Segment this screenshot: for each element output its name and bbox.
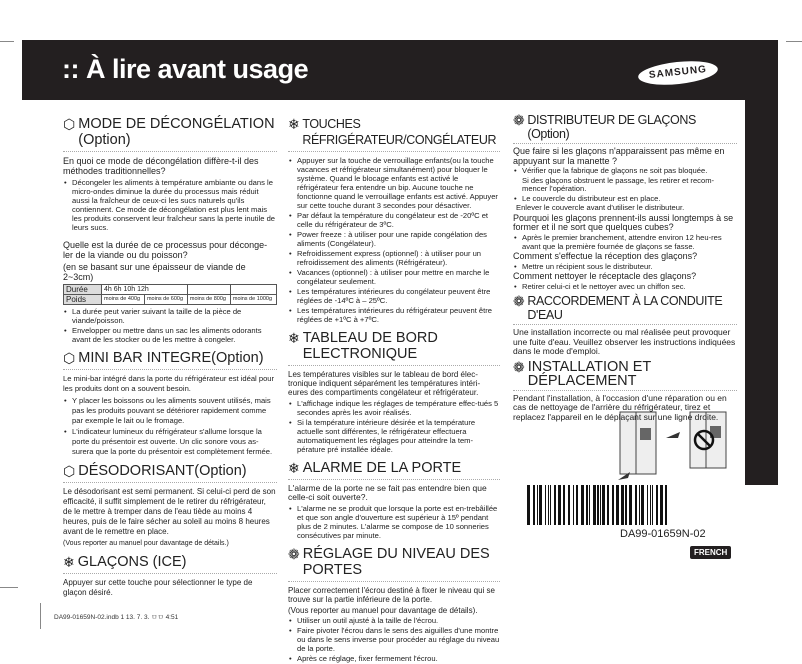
- bullet: • Après ce réglage, fixer fermement l'écrou.: [288, 654, 500, 663]
- cube-icon: ⬡: [63, 350, 76, 366]
- bullet: • Utiliser un outil ajusté à la taille de l'écrou.: [288, 616, 500, 625]
- arrow-icon: [666, 432, 680, 438]
- bullet: • L'alarme ne se produit que lorsque la porte est en-trebâillée et que son angle d'ouverture est supérieur à 15º pendant plus de 2 minutes. L'alarme se compose de 10 sonneries consécutives par minute.: [288, 504, 500, 540]
- note: (Vous reporter au manuel pour davantage de détails.): [63, 540, 229, 547]
- paragraph: Pendant l'installation, à l'occasion d'une réparation ou en cas de nettoyage de l'arrière du réfrigérateur, tirez et replacez l'appareil en le déplaçant sur une ligne droite.: [513, 392, 727, 422]
- paragraph: Les températures visibles sur le tableau de bord élec-tronique indiquent séparément les températures intéri-eures des compartiments congélateur et réfrigérateur.: [288, 370, 481, 397]
- page-header: [22, 40, 778, 100]
- column-2: [288, 110, 500, 664]
- section-title-alarm: ❄ ALARME DE LA PORTE: [288, 460, 500, 480]
- paragraph: Une installation incorrecte ou mal réalisée peut provoquer une fuite d'eau. Veuillez observer les instructions indiquées dans le mode d'emploi.: [513, 327, 736, 357]
- paragraph: Le mini-bar intégré dans la porte du réfrigérateur est idéal pour les produits dont on a souvent besoin.: [63, 374, 275, 393]
- section-title-water: ❁ RACCORDEMENT À LA CONDUITE D'EAU: [513, 294, 737, 325]
- crop-mark: [40, 603, 41, 629]
- question: Que faire si les glaçons n'apparaissent pas même en appuyant sur la manette ?: [513, 146, 725, 166]
- barcode-number: DA99-01659N-02: [620, 528, 706, 540]
- snowflake-icon: ❄: [63, 554, 75, 570]
- column-3: [513, 110, 737, 423]
- question: Comment s'effectue la réception des glaçons?: [513, 251, 698, 262]
- bullet: • L'indicateur lumineux du réfrigérateur s'allume lorsque la porte du présentoir est ouverte. Un clic sonore vous as-surera que la porte du présentoir est complètement fermée.: [63, 427, 277, 457]
- bullet: • Vérifier que la fabrique de glaçons ne soit pas bloquée.: [513, 167, 737, 176]
- section-title-minibar: ⬡ MINI BAR INTEGRE(Option): [63, 350, 277, 370]
- leaf-icon: ❁: [513, 293, 525, 310]
- paragraph: Le désodorisant est semi permanent. Si celui-ci perd de son efficacité, il suffit simplement de le retirer du réfrigérateur, de le mettre à tremper dans de l'eau tiède au moins 4 heures, puis de le faire sécher au soleil au moins 8 heures avant de le remettre en place.: [63, 487, 276, 536]
- paragraph: Enlever le couvercle avant d'utiliser le distributeur.: [516, 203, 685, 213]
- bullet: • L'affichage indique les réglages de température effec-tués 5 secondes après les avoir réalisés.: [288, 399, 500, 417]
- section-title-dispenser: ❁ DISTRIBUTEUR DE GLAÇONS (Option): [513, 113, 737, 144]
- paragraph: L'alarme de la porte ne se fait pas entendre bien que celle-ci soit ouverte?.: [288, 483, 487, 502]
- barcode-bar: [667, 485, 670, 525]
- bullet: • Power freeze : à utiliser pour une rapide congélation des aliments (Congélateur).: [288, 230, 500, 248]
- crop-mark: [0, 41, 14, 42]
- bullet: • Après le premier branchement, attendre environ 12 heu-res avant que la première fournée de glaçons se fasse.: [513, 234, 737, 251]
- note: (Vous reporter au manuel pour davantage de détails).: [288, 606, 478, 615]
- bullet: • Les températures intérieures du réfrigérateur peuvent être réglées de +1ºC à +7ºC.: [288, 306, 500, 324]
- cube-icon: ⬡: [63, 116, 76, 132]
- bullet: • Par défaut la température du congélateur est de -20ºC et celle du réfrigérateur de 3ºC.: [288, 211, 500, 229]
- question: Comment nettoyer le réceptacle des glaçons?: [513, 271, 697, 282]
- column-1: [63, 110, 277, 600]
- snowflake-icon: ❄: [288, 330, 300, 346]
- section-title-keys: ❄ TOUCHES RÉFRIGÉRATEUR/CONGÉLATEUR: [288, 116, 500, 152]
- section-title-panel: ❄ TABLEAU DE BORD ELECTRONIQUE: [288, 330, 500, 366]
- bullet: • Décongeler les aliments à température ambiante ou dans le micro-ondes diminue la durée du processus mais réduit aussi la fraîcheur de ceux-ci les sucs naturels qu'ils contiennent. Ce mode de décongélation est plus lent mais les produits conservent leur fraîcheur sans la perte inutile de leurs sucs.: [63, 178, 277, 232]
- leaf-icon: ❁: [288, 546, 300, 562]
- paragraph: Appuyer sur cette touche pour sélectionner le type de glaçon désiré.: [63, 578, 253, 597]
- bullet: • La durée peut varier suivant la taille de la pièce de viande/poisson.: [63, 307, 277, 325]
- bullet: • Faire pivoter l'écrou dans le sens des aiguilles d'une montre ou dans le sens inverse pour procéder au réglage du niveau de la porte.: [288, 626, 500, 653]
- print-footer: DA99-01659N-02.indb 1 13. 7. 3. ㅁㅁ 4:51: [54, 614, 179, 621]
- crop-mark: [0, 587, 18, 588]
- question: Quelle est la durée de ce processus pour déconge-ler de la viande ou du poisson?: [63, 240, 268, 260]
- bullet: • Refroidissement express (optionnel) : à utiliser pour un refroidissement des aliments (Réfrigérateur).: [288, 249, 500, 267]
- crop-mark: [786, 41, 802, 42]
- section-title-level: ❁ RÉGLAGE DU NIVEAU DES PORTES: [288, 546, 500, 582]
- question: Pourquoi les glaçons prennent-ils aussi longtemps à se former et il ne sort que quelques cubes?: [513, 212, 734, 233]
- snowflake-icon: ❄: [288, 116, 300, 132]
- bullet: • Mettre un récipient sous le distributeur.: [513, 263, 737, 272]
- bullet: • Envelopper ou mettre dans un sac les aliments odorants avant de les stocker ou de les mettre à congeler.: [63, 326, 277, 344]
- bullet: • Le couvercle du distributeur est en place.: [513, 195, 737, 204]
- paragraph: Si des glaçons obstruent le passage, les retirer et recom-mencer l'opération.: [522, 175, 715, 194]
- page-title: :: À lire avant usage: [62, 54, 309, 84]
- snowflake-icon: ❄: [288, 460, 300, 476]
- section-title-install: ❁ INSTALLATION ET DÉPLACEMENT: [513, 360, 737, 391]
- bullet: • Appuyer sur la touche de verrouillage enfants(ou la touche vacances et réfrigérateur simultanément) pour bloquer le système. Quand le blocage enfants est activé le réfrigérateur fera entendre un bip. Aucune touche ne fonctionne quand le verrouillage enfants est activé. Appuyer sur cette touche durant 3 secondes pour désactiver.: [288, 156, 500, 210]
- leaf-icon: ❁: [513, 358, 525, 375]
- question-note: (en se basant sur une épaisseur de viande de 2~3cm): [63, 262, 246, 282]
- defrost-table: Durée 4h 6h 10h 12h Poids moins de 400g moins de 600g moins de 800g moins de 1000g: [63, 284, 277, 305]
- side-band: [745, 100, 778, 485]
- leaf-icon: ❁: [513, 112, 525, 128]
- samsung-logo: SAMSUNG: [637, 58, 719, 88]
- bullet: • Les températures intérieures du congélateur peuvent être réglées de -14ºC à – 25ºC.: [288, 287, 500, 305]
- section-title-deodorant: ⬡ DÉSODORISANT(Option): [63, 463, 277, 483]
- language-badge: FRENCH: [690, 546, 731, 559]
- bullet: • Si la température intérieure désirée et la température actuelle sont différentes, le réfrigérateur effectuera automatiquement les réglages pour atteindre la tem-pérature pré installée idéale.: [288, 418, 500, 454]
- cube-icon: ⬡: [63, 463, 76, 479]
- question: En quoi ce mode de décongélation diffère-t-il des méthodes traditionnelles?: [63, 156, 259, 176]
- section-title-defrost: ⬡ MODE DE DÉCONGÉLATION (Option): [63, 116, 277, 152]
- barcode: [527, 485, 722, 525]
- paragraph: Placer correctement l'écrou destiné à fixer le niveau qui se trouve sur la partie inférieure de la porte.: [288, 586, 495, 604]
- section-title-ice: ❄ GLAÇONS (ICE): [63, 554, 277, 574]
- bullet: • Vacances (optionnel) : à utiliser pour mettre en marche le congélateur seulement.: [288, 268, 500, 286]
- bullet: • Y placer les boissons ou les aliments souvent utilisés, mais pas les produits pouvant se détériorer rapidement comme par exemple le lait ou le fromage.: [63, 396, 277, 426]
- bullet: • Retirer celui-ci et le nettoyer avec un chiffon sec.: [513, 283, 737, 292]
